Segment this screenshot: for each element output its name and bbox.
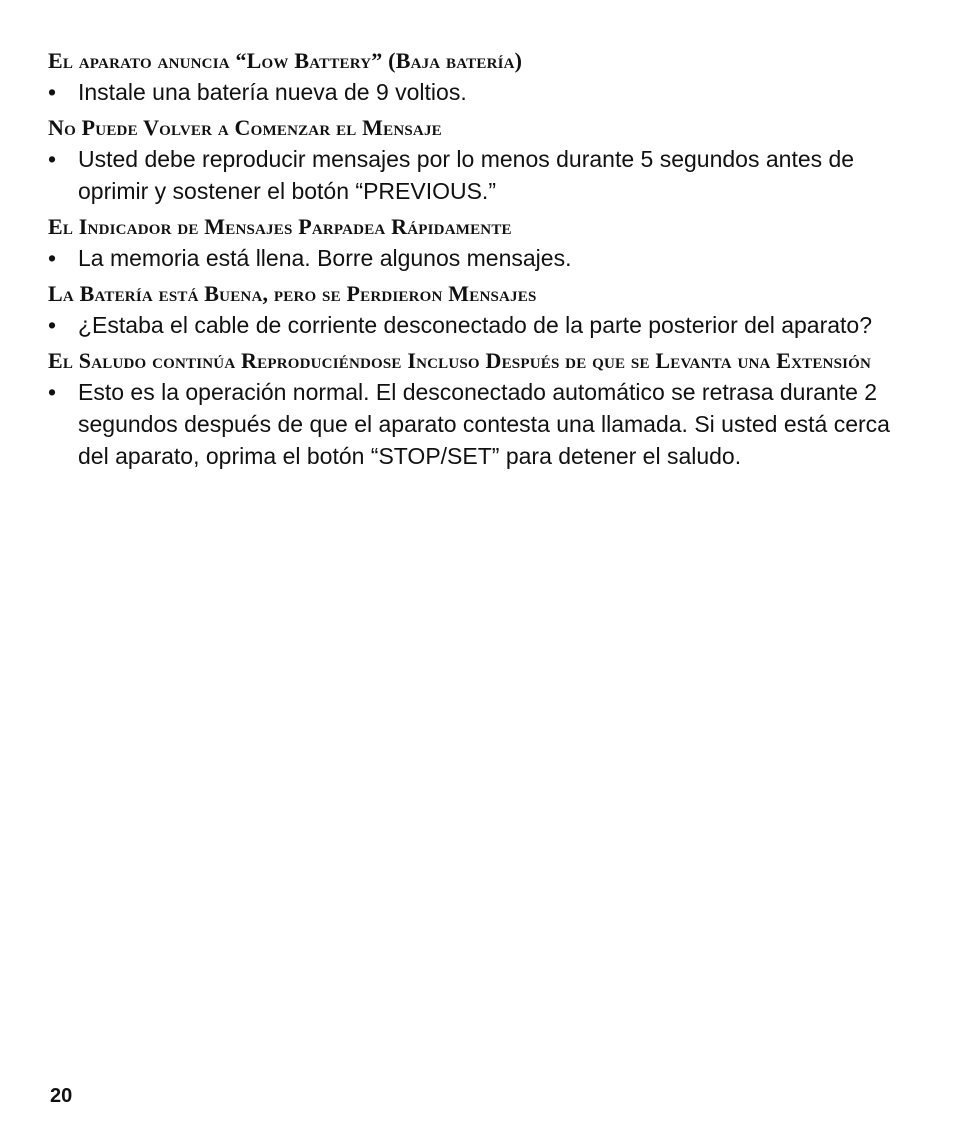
section-heading: No Puede Volver a Comenzar el Mensaje — [48, 115, 442, 140]
section-heading: El Saludo continúa Reproduciéndose Incluso Después de que se Levanta una Extensión — [48, 348, 872, 373]
page-number: 20 — [50, 1085, 73, 1107]
section-heading: El aparato anuncia “Low Battery” (Baja batería) — [48, 48, 523, 73]
bullet-icon: • — [48, 146, 57, 172]
bullet-item — [48, 376, 918, 472]
bullet-icon: • — [48, 245, 57, 271]
section-heading: El Indicador de Mensajes Parpadea Rápidamente — [48, 214, 512, 239]
bullet-item — [48, 242, 918, 274]
bullet-text: ¿Estaba el cable de corriente desconectado de la parte posterior del aparato? — [78, 312, 873, 338]
section-heading: La Batería está Buena, pero se Perdieron Mensajes — [48, 281, 537, 306]
bullet-icon: • — [48, 79, 57, 105]
section-greeting-continues — [48, 345, 918, 472]
section-low-battery — [48, 45, 918, 108]
bullet-item — [48, 76, 918, 108]
bullet-text: La memoria está llena. Borre algunos mensajes. — [78, 245, 572, 271]
bullet-text: Usted debe reproducir mensajes por lo menos durante 5 segundos antes de oprimir y sostener el botón “PREVIOUS.” — [78, 146, 855, 204]
troubleshooting-content — [48, 45, 918, 476]
bullet-item — [48, 143, 918, 207]
bullet-text: Esto es la operación normal. El desconectado automático se retrasa durante 2 segundos después de que el aparato contesta una llamada. Si usted está cerca del aparato, oprima el botón “STOP/SET” para detener el saludo. — [78, 379, 890, 469]
section-cannot-restart-message — [48, 112, 918, 207]
section-messages-lost — [48, 278, 918, 341]
bullet-icon: • — [48, 312, 57, 338]
bullet-item — [48, 309, 918, 341]
bullet-text: Instale una batería nueva de 9 voltios. — [78, 79, 467, 105]
section-indicator-blinking — [48, 211, 918, 274]
bullet-icon: • — [48, 379, 57, 405]
